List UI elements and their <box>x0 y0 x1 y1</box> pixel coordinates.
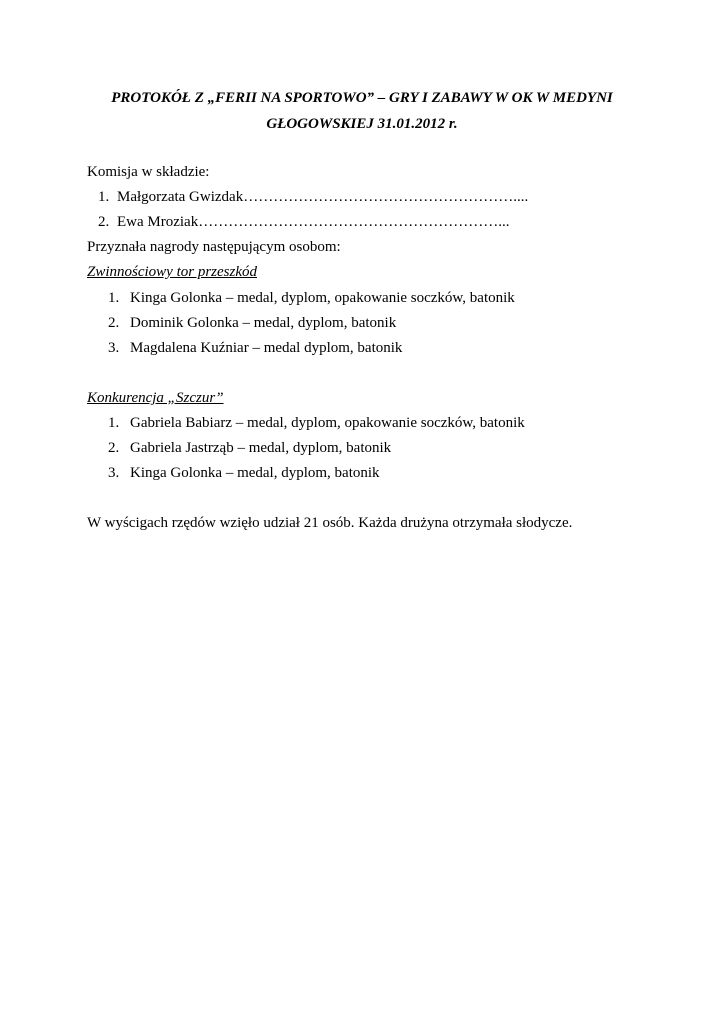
winner-entry: Dominik Golonka – medal, dyplom, batonik <box>130 315 397 331</box>
competition-heading: Konkurencja „Szczur” <box>87 390 224 406</box>
commission-member: Małgorzata Gwizdak……………………………………………….... <box>117 189 529 205</box>
winner-number: 1. <box>108 415 120 431</box>
document-title-line-2: GŁOGOWSKIEJ 31.01.2012 r. <box>266 116 458 132</box>
competition-heading: Zwinnościowy tor przeszkód <box>87 264 258 280</box>
winner-entry: Magdalena Kuźniar – medal dyplom, batonik <box>130 340 403 356</box>
winner-entry: Kinga Golonka – medal, dyplom, batonik <box>130 465 380 481</box>
winner-number: 3. <box>108 340 120 356</box>
winner-entry: Gabriela Babiarz – medal, dyplom, opakowanie soczków, batonik <box>130 415 525 431</box>
winner-number: 2. <box>108 315 120 331</box>
commission-member: Ewa Mroziak……………………………………………………... <box>117 214 510 230</box>
winner-entry: Gabriela Jastrząb – medal, dyplom, batonik <box>130 440 392 456</box>
commission-label: Komisja w składzie: <box>87 164 210 180</box>
commission-member-number: 1. <box>98 189 110 205</box>
commission-member-number: 2. <box>98 214 110 230</box>
winner-number: 2. <box>108 440 120 456</box>
winner-number: 3. <box>108 465 120 481</box>
awards-intro: Przyznała nagrody następującym osobom: <box>87 239 341 255</box>
winner-number: 1. <box>108 290 120 306</box>
document-title-line-1: PROTOKÓŁ Z „FERII NA SPORTOWO” – GRY I ZABAWY W OK W MEDYNI <box>111 90 613 106</box>
summary-text: W wyścigach rzędów wzięło udział 21 osób. Każda drużyna otrzymała słodycze. <box>87 515 573 531</box>
winner-entry: Kinga Golonka – medal, dyplom, opakowanie soczków, batonik <box>130 290 515 306</box>
